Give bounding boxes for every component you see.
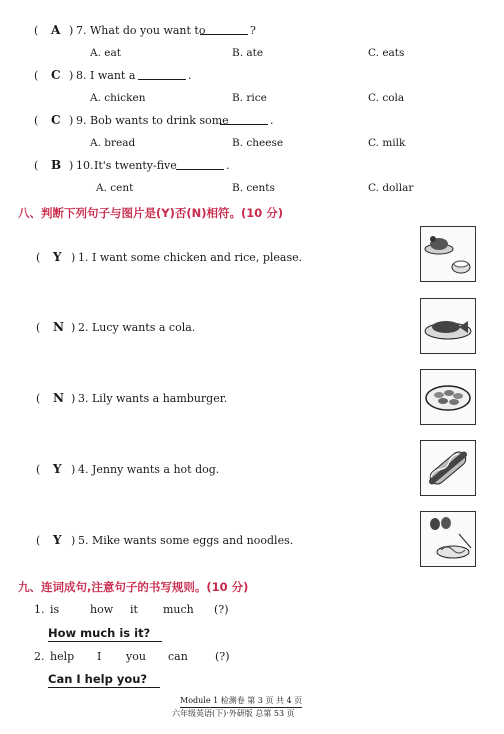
picture-fish <box>420 298 476 354</box>
paren-open: ( <box>36 251 41 264</box>
answer-line: Can I help you? <box>48 672 160 688</box>
question-number: 7. <box>76 24 87 37</box>
question-text: It's twenty-five <box>94 159 177 172</box>
question-text: I want a <box>90 69 136 82</box>
answer-letter: C <box>51 113 61 127</box>
question-number: 2. <box>34 650 45 663</box>
paren-open: ( <box>36 392 41 405</box>
option-b: B. cents <box>232 182 275 194</box>
footer-line-1: Module 1 检测卷 第 3 页 共 4 页 <box>180 695 302 708</box>
paren-close: ) <box>71 321 76 334</box>
answer-blank <box>220 114 268 125</box>
answer-mark: Y <box>53 462 62 476</box>
word-4: can <box>168 650 188 663</box>
option-b: B. ate <box>232 47 264 59</box>
picture-hot-dog <box>420 440 476 496</box>
paren-open: ( <box>34 69 39 82</box>
answer-blank <box>176 159 224 170</box>
word-1: is <box>50 603 60 616</box>
paren-open: ( <box>36 463 41 476</box>
word-2: I <box>97 650 102 663</box>
sentence: 2. Lucy wants a cola. <box>78 321 196 334</box>
word-3: it <box>130 603 138 616</box>
eggs-noodles-icon <box>421 512 475 566</box>
picture-eggs-noodles <box>420 511 476 567</box>
hot-dog-icon <box>421 441 475 495</box>
question-number: 8. <box>76 69 87 82</box>
answer-mark: Y <box>53 250 62 264</box>
option-c: C. cola <box>368 92 405 104</box>
word-5: (?) <box>215 650 230 663</box>
question-number: 9. <box>76 114 87 127</box>
answer-letter: C <box>51 68 61 82</box>
option-a: A. eat <box>90 47 121 59</box>
question-tail: . <box>226 159 230 172</box>
option-a: A. chicken <box>90 92 146 104</box>
paren-close: ) <box>71 251 76 264</box>
paren-close: ) <box>69 114 74 127</box>
paren-close: ) <box>71 392 76 405</box>
question-tail: ? <box>250 24 256 37</box>
question-tail: . <box>270 114 274 127</box>
paren-close: ) <box>69 24 74 37</box>
chicken-rice-icon <box>421 227 475 281</box>
sentence: 3. Lily wants a hamburger. <box>78 392 228 405</box>
answer-blank <box>200 24 248 35</box>
question-text: Bob wants to drink some <box>90 114 229 127</box>
option-c: C. eats <box>368 47 405 59</box>
answer-letter: A <box>51 23 61 37</box>
question-tail: . <box>188 69 192 82</box>
answer-mark: N <box>53 320 64 334</box>
paren-open: ( <box>36 321 41 334</box>
paren-open: ( <box>34 114 39 127</box>
picture-chicken-rice <box>420 226 476 282</box>
sentence: 5. Mike wants some eggs and noodles. <box>78 534 294 547</box>
picture-dumplings <box>420 369 476 425</box>
answer-letter: B <box>51 158 62 172</box>
answer-line: How much is it? <box>48 626 162 642</box>
option-b: B. rice <box>232 92 267 104</box>
question-text: What do you want to <box>90 24 206 37</box>
word-1: help <box>50 650 75 663</box>
sentence: 1. I want some chicken and rice, please. <box>78 251 303 264</box>
paren-open: ( <box>34 24 39 37</box>
answer-mark: Y <box>53 533 62 547</box>
sentence: 4. Jenny wants a hot dog. <box>78 463 220 476</box>
option-b: B. cheese <box>232 137 284 149</box>
footer-line-2: 六年级英语(下)·外研版 总第 53 页 <box>172 709 295 718</box>
paren-close: ) <box>71 463 76 476</box>
option-c: C. milk <box>368 137 406 149</box>
dumplings-plate-icon <box>421 370 475 424</box>
section-8-title: 八、判断下列句子与图片是(Y)否(N)相符。(10 分) <box>18 206 283 220</box>
fish-dish-icon <box>421 299 475 353</box>
answer-blank <box>138 69 186 80</box>
paren-close: ) <box>69 69 74 82</box>
option-c: C. dollar <box>368 182 414 194</box>
answer-mark: N <box>53 391 64 405</box>
section-9-title: 九、连词成句,注意句子的书写规则。(10 分) <box>18 580 249 594</box>
paren-close: ) <box>71 534 76 547</box>
word-2: how <box>90 603 114 616</box>
option-a: A. bread <box>90 137 136 149</box>
option-a: A. cent <box>96 182 134 194</box>
question-number: 10. <box>76 159 94 172</box>
word-4: much <box>163 603 194 616</box>
paren-close: ) <box>69 159 74 172</box>
word-5: (?) <box>214 603 229 616</box>
word-3: you <box>126 650 146 663</box>
paren-open: ( <box>34 159 39 172</box>
question-number: 1. <box>34 603 45 616</box>
paren-open: ( <box>36 534 41 547</box>
